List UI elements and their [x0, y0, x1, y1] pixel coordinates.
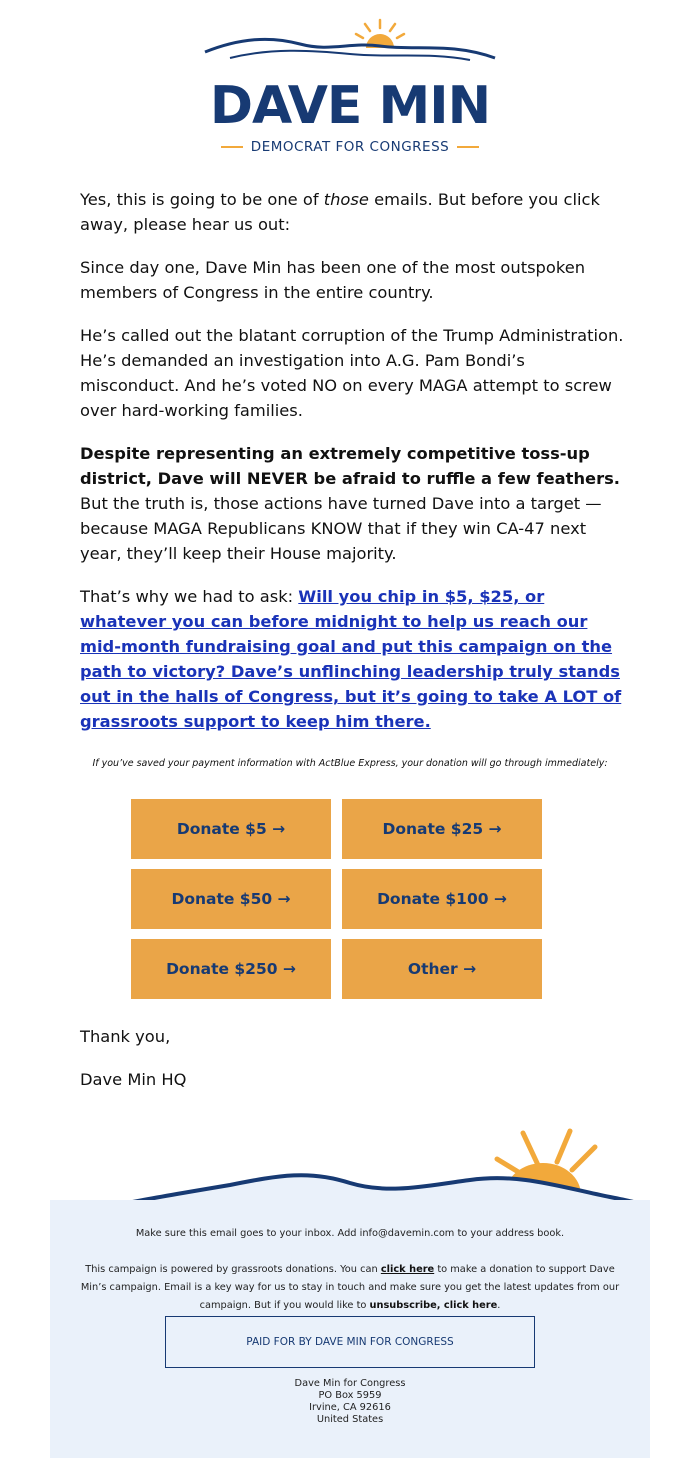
paragraph-target-text: But the truth is, those actions have turned Dave into a target — because MAGA Republicans KNOW that if they win CA-47 next year, they’ll keep their House majority.	[80, 494, 602, 563]
address-line: PO Box 5959	[318, 1390, 382, 1401]
footer-grassroots-note	[50, 1261, 650, 1315]
paragraph-target	[80, 441, 625, 566]
mountain-sun-icon	[200, 18, 500, 78]
logo-tagline	[0, 138, 700, 156]
grassroots-text-c: .	[497, 1300, 501, 1311]
grassroots-text-b: to make a donation to support Dave Min’s campaign. Email is a key way for us to stay in touch and make sure you get the latest updates from our campaign. But if you would like to	[80, 1264, 620, 1311]
address-line: Irvine, CA 92616	[309, 1402, 391, 1413]
paragraph-target-bold: Despite representing an extremely competitive toss-up district, Dave will NEVER be afraid to ruffle a few feathers.	[80, 444, 620, 488]
address-line: Dave Min for Congress	[294, 1378, 406, 1389]
unsubscribe-link[interactable]: unsubscribe, click here	[369, 1300, 498, 1311]
campaign-logo	[0, 18, 700, 155]
mailing-address	[50, 1378, 650, 1426]
paragraph-intro-text-a: Yes, this is going to be one of	[80, 190, 324, 209]
tagline-text: DEMOCRAT FOR CONGRESS	[250, 139, 450, 155]
footer-donate-link[interactable]: click here	[380, 1264, 435, 1275]
donate-25-button[interactable]: Donate $25 →	[342, 799, 542, 859]
signoff-thanks: Thank you,	[80, 1027, 171, 1046]
donate-other-button[interactable]: Other →	[342, 939, 542, 999]
paragraph-intro	[80, 187, 625, 237]
donate-100-button[interactable]: Donate $100 →	[342, 869, 542, 929]
donate-50-button[interactable]: Donate $50 →	[131, 869, 331, 929]
email-footer	[50, 1200, 650, 1458]
paid-for-disclaimer: PAID FOR BY DAVE MIN FOR CONGRESS	[165, 1316, 535, 1368]
paragraph-outspoken: Since day one, Dave Min has been one of the most outspoken members of Congress in the entire country.	[80, 258, 586, 302]
grassroots-text-a: This campaign is powered by grassroots donations. You can	[85, 1264, 381, 1275]
address-line: United States	[316, 1414, 384, 1425]
signoff	[80, 1024, 186, 1110]
inbox-note: Make sure this email goes to your inbox. Add info@davemin.com to your address book.	[135, 1228, 565, 1239]
paragraph-ask-lead: That’s why we had to ask:	[80, 587, 299, 606]
paragraph-intro-emphasis: those	[323, 190, 369, 209]
donate-5-button[interactable]: Donate $5 →	[131, 799, 331, 859]
signoff-from: Dave Min HQ	[80, 1070, 187, 1089]
email-body	[80, 187, 625, 752]
paragraph-intro-text-b: emails. But before you click away, please hear us out:	[80, 190, 600, 234]
donate-ask-link[interactable]: Will you chip in $5, $25, or whatever you can before midnight to help us reach our mid-month fundraising goal and put this campaign on the path to victory? Dave’s unflinching leadership truly stands out in the halls of Congress, but it’s going to take A LOT of grassroots support to keep him there.	[80, 587, 622, 731]
logo-wordmark: DAVE MIN	[209, 76, 491, 136]
paragraph-record: He’s called out the blatant corruption of the Trump Administration. He’s demanded an investigation into A.G. Pam Bondi’s misconduct. And he’s voted NO on every MAGA attempt to screw over hard-working families.	[80, 326, 624, 420]
actblue-express-note: If you’ve saved your payment information with ActBlue Express, your donation will go through immediately:	[92, 758, 608, 769]
tagline-dash-left	[221, 146, 243, 148]
donate-250-button[interactable]: Donate $250 →	[131, 939, 331, 999]
tagline-dash-right	[457, 146, 479, 148]
paragraph-ask	[80, 584, 625, 734]
